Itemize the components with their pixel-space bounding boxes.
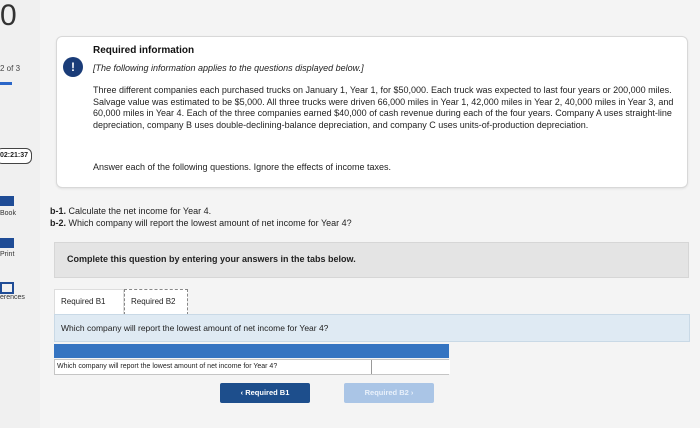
print-icon[interactable] [0, 238, 14, 248]
progress-bar [0, 82, 12, 85]
references-icon[interactable] [0, 282, 14, 294]
answer-row [54, 359, 449, 375]
info-title: Required information [93, 45, 195, 56]
question-bar [54, 314, 690, 342]
alert-icon: ! [63, 57, 83, 77]
question-b1-text: Calculate the net income for Year 4. [66, 206, 212, 216]
left-rail [0, 0, 40, 428]
answer-row-label: Which company will report the lowest amount of net income for Year 4? [57, 363, 278, 370]
instructions-text: Complete this question by entering your answers in the tabs below. [67, 254, 356, 264]
question-b2 [50, 218, 352, 228]
print-label[interactable]: Print [0, 251, 15, 258]
answer-input[interactable] [371, 360, 450, 374]
progress-counter: 2 of 3 [0, 64, 21, 73]
timer-badge: 02:21:37 [0, 148, 32, 164]
next-button[interactable]: Required B2 › [344, 383, 434, 403]
instructions-bar [54, 242, 689, 278]
tab-required-b1[interactable]: Required B1 [54, 289, 124, 314]
required-info-card [56, 36, 688, 188]
info-body: Three different companies each purchased trucks on January 1, Year 1, for $50,000. Each truck was expected to last four years or 200,000 miles. Salvage value was estimated to be $5,000. All three trucks were driven 66,000 miles in Year 1, 42,000 miles in Year 2, 40,000 miles in Year 3, and 60,000 miles in Year 4. Each of the three companies earned $40,000 of cash revenue during each of the four years. Company A uses straight-line depreciation, company B uses double-declining-balance depreciation, and company C uses units-of-production depreciation. [93, 85, 674, 130]
main-content [44, 0, 700, 428]
book-label[interactable]: Book [0, 210, 16, 217]
question-b1-label: b-1. [50, 206, 67, 216]
tab-bar [54, 289, 687, 313]
question-text: Which company will report the lowest amount of net income for Year 4? [61, 323, 329, 333]
answer-table-header [54, 344, 449, 358]
tab-required-b2[interactable]: Required B2 [124, 289, 188, 315]
book-icon[interactable] [0, 196, 14, 206]
info-answer-prompt: Answer each of the following questions. Ignore the effects of income taxes. [93, 162, 392, 172]
answer-table [54, 344, 449, 376]
score-display: 0 [0, 0, 17, 32]
prev-button[interactable]: ‹ Required B1 [220, 383, 310, 403]
question-b1 [50, 206, 211, 216]
references-label[interactable]: erences [0, 294, 25, 301]
question-b2-text: Which company will report the lowest amount of net income for Year 4? [66, 218, 352, 228]
info-subtitle: [The following information applies to the questions displayed below.] [93, 63, 364, 73]
question-b2-label: b-2. [50, 218, 67, 228]
